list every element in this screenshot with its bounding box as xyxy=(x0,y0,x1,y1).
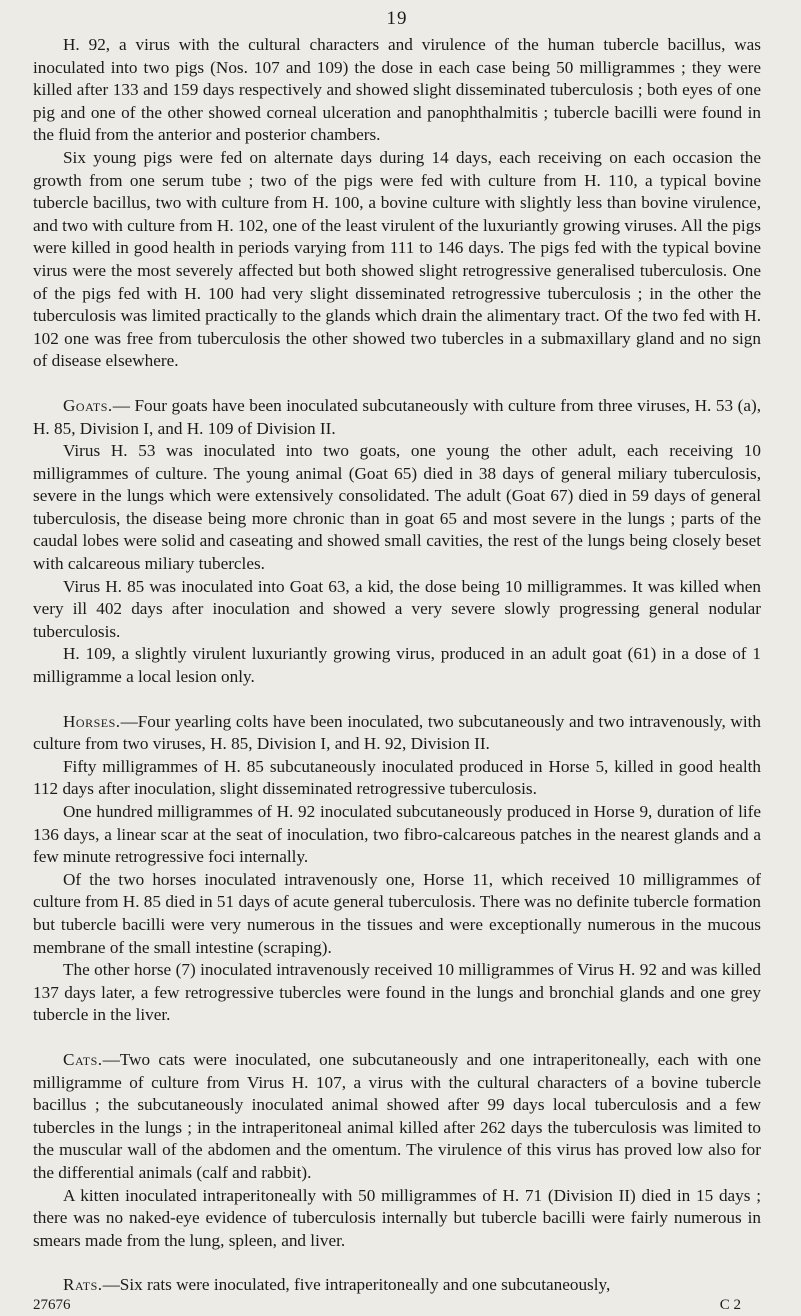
goats-paragraph-h85: Virus H. 85 was inoculated into Goat 63, a kid, the dose being 10 milligrammes. It was killed when very ill 402 days after inoculation and showed a very severe slowly progressing general nodular tuberculosis. xyxy=(33,576,761,641)
horses-heading: Horses. xyxy=(63,711,121,731)
paragraph-h92-pigs: H. 92, a virus with the cultural characters and virulence of the human tubercle bacillus, was inoculated into two pigs (Nos. 107 and 109) the dose in each case being 50 milligrammes ; they were killed after 133 and 159 days respectively and showed slight disseminated tuberculosis ; both eyes of one pig and one of the other showed corneal ulceration and panophthalmitis ; tubercle bacilli were found in the fluid from the anterior and posterior chambers. xyxy=(33,35,761,145)
cats-heading: Cats. xyxy=(63,1049,103,1069)
footer-print-number: 27676 xyxy=(33,1296,71,1313)
cats-intro-text: —Two cats were inoculated, one subcutaneously and one intraperitoneally, each with one milligramme of culture from Virus H. 107, a virus with the cultural characters of a bovine tubercle bacillus ; the subcutaneously inoculated animal showed after 99 days local tuberculosis and a few tubercles in the lungs ; in the intraperitoneal animal killed after 262 days the tuberculosis was limited to the muscular wall of the abdomen and the omentum. The virulence of this virus has proved low also for the differential animals (calf and rabbit). xyxy=(33,1049,761,1182)
goats-heading: Goats. xyxy=(63,395,113,415)
footer-signature-mark: C 2 xyxy=(719,1296,741,1313)
section-gap xyxy=(33,1027,761,1049)
cats-paragraph-kitten: A kitten inoculated intraperitoneally with 50 milligrammes of H. 71 (Division II) died in 15 days ; there was no naked-eye evidence of tuberculosis internally but tubercle bacilli were fairly numerous in smears made from the lung, spleen, and liver. xyxy=(33,1185,761,1250)
section-gap xyxy=(33,373,761,395)
page-footer xyxy=(33,1297,761,1314)
rats-intro-paragraph xyxy=(33,1274,761,1297)
section-gap xyxy=(33,1252,761,1274)
horses-intro-paragraph xyxy=(33,711,761,756)
horses-paragraph-intravenous: Of the two horses inoculated intravenously one, Horse 11, which received 10 milligrammes of culture from H. 85 died in 51 days of acute general tuberculosis. There was no definite tubercle formation but tubercle bacilli were very numerous in the tissues and were exceptionally numerous in the mucous membrane of the small intestine (scraping). xyxy=(33,869,761,957)
horses-intro-text: —Four yearling colts have been inoculated, two subcutaneously and two intravenously, with culture from two viruses, H. 85, Division I, and H. 92, Division II. xyxy=(33,711,761,754)
section-gap xyxy=(33,689,761,711)
page-number: 19 xyxy=(386,8,408,29)
goats-paragraph-h53: Virus H. 53 was inoculated into two goats, one young the other adult, each receiving 10 milligrammes of culture. The young animal (Goat 65) died in 38 days of general miliary tuberculosis, severe in the lungs which were extensively consolidated. The adult (Goat 67) died in 59 days of general tuberculosis, the disease being more chronic than in goat 65 and most severe in the lungs ; parts of the caudal lobes were solid and caseating and showed small cavities, the rest of the lungs being closely beset with calcareous miliary tubercles. xyxy=(33,441,761,574)
paragraph-pigs-fed: Six young pigs were fed on alternate days during 14 days, each receiving on each occasion the growth from one serum tube ; two of the pigs were fed with culture from H. 110, a typical bovine tubercle bacillus, two with culture from H. 100, a bovine culture with slightly less than bovine virulence, and two with culture from H. 102, one of the least virulent of the luxuriantly growing viruses. All the pigs were killed in good health in periods varying from 111 to 146 days. The pigs fed with the typical bovine virus were the most severely affected but both showed slight retrogressive generalised tuberculosis. One of the pigs fed with H. 100 had very slight disseminated retrogressive tuberculosis ; in the other the tuberculosis was limited practically to the glands which drain the alimentary tract. Of the two fed with H. 102 one was free from tuberculosis the other showed two tubercles in a submaxillary gland and no sign of disease elsewhere. xyxy=(33,147,761,371)
goats-intro-text: — Four goats have been inoculated subcutaneously with culture from three viruses, H. 53 (a), H. 85, Division I, and H. 109 of Division II. xyxy=(33,395,761,438)
cats-intro-paragraph xyxy=(33,1049,761,1185)
rats-heading: Rats. xyxy=(63,1275,103,1295)
horses-paragraph-other-horse: The other horse (7) inoculated intravenously received 10 milligrammes of Virus H. 92 and was killed 137 days later, a few retrogressive tubercles were found in the lungs and bronchial glands and one grey tubercle in the liver. xyxy=(33,960,761,1025)
horses-paragraph-hundred-mg: One hundred milligrammes of H. 92 inoculated subcutaneously produced in Horse 9, duration of life 136 days, a linear scar at the seat of inoculation, two fibro-calcareous patches in the nearest glands and a few minute retrogressive foci internally. xyxy=(33,802,761,867)
rats-intro-text: —Six rats were inoculated, five intraperitoneally and one subcutaneously, xyxy=(102,1275,611,1295)
goats-intro-paragraph xyxy=(33,395,761,440)
goats-paragraph-h109: H. 109, a slightly virulent luxuriantly growing virus, produced in an adult goat (61) in a dose of 1 milligramme a local lesion only. xyxy=(33,644,761,687)
horses-paragraph-fifty-mg: Fifty milligrammes of H. 85 subcutaneously inoculated produced in Horse 5, killed in good health 112 days after inoculation, slight disseminated retrogressive tuberculosis. xyxy=(33,756,761,799)
